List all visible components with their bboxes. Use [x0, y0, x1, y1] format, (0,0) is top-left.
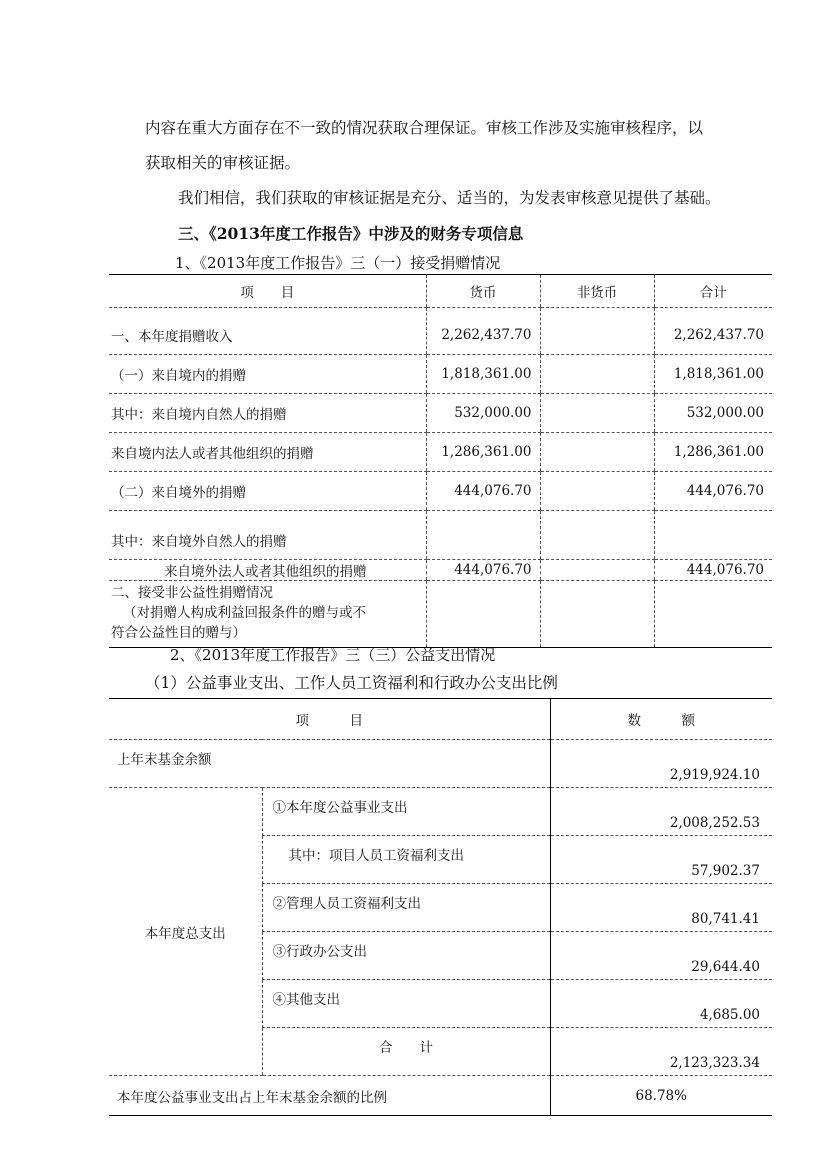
prev-balance-value: 2,919,924.10	[550, 740, 772, 788]
row-noncash	[540, 581, 654, 648]
table-row	[109, 1076, 772, 1116]
total-value: 2,123,323.34	[550, 1028, 772, 1076]
item-label: ④其他支出	[262, 980, 550, 1028]
row-total	[654, 581, 772, 648]
header-cash: 货币	[426, 275, 540, 308]
header-noncash: 非货币	[540, 275, 654, 308]
row-total: 1,818,361.00	[654, 355, 772, 394]
row-noncash	[540, 355, 654, 394]
header-item: 项 目	[109, 275, 426, 308]
table-row	[109, 394, 772, 433]
item-value: 80,741.41	[550, 884, 772, 932]
expenditure-table	[109, 698, 772, 1116]
item-label: ③行政办公支出	[262, 932, 550, 980]
row-cash: 1,818,361.00	[426, 355, 540, 394]
row-total: 2,262,437.70	[654, 308, 772, 355]
table-row	[109, 740, 772, 788]
table-row	[109, 355, 772, 394]
intro-line-2: 获取相关的审核证据。	[145, 154, 301, 172]
total-expenditure-group-label: 本年度总支出	[109, 788, 262, 1076]
row-cash	[426, 511, 540, 560]
table-row	[109, 308, 772, 355]
intro-line-3: 我们相信，我们获取的审核证据是充分、适当的，为发表审核意见提供了基础。	[178, 189, 721, 207]
item-label: 其中：项目人员工资福利支出	[262, 836, 550, 884]
row-cash: 532,000.00	[426, 394, 540, 433]
row-noncash	[540, 308, 654, 355]
header-amount: 数 额	[550, 699, 772, 740]
prev-balance-label: 上年末基金余额	[109, 740, 550, 788]
row-total: 444,076.70	[654, 560, 772, 581]
nonpublic-label-line-1: 二、接受非公益性捐赠情况	[111, 585, 273, 601]
donation-table	[109, 274, 772, 648]
row-noncash	[540, 472, 654, 511]
item-label: ②管理人员工资福利支出	[262, 884, 550, 932]
row-cash: 444,076.70	[426, 472, 540, 511]
nonpublic-label-line-3: 符合公益性目的赠与）	[111, 625, 246, 641]
header-item: 项 目	[109, 699, 550, 740]
item-label: ①本年度公益事业支出	[262, 788, 550, 836]
table-row	[109, 788, 772, 836]
item-value: 4,685.00	[550, 980, 772, 1028]
table-row	[109, 581, 772, 648]
item-value: 29,644.40	[550, 932, 772, 980]
row-total: 444,076.70	[654, 472, 772, 511]
row-total: 532,000.00	[654, 394, 772, 433]
row-label: （一）来自境内的捐赠	[109, 355, 426, 394]
row-cash	[426, 581, 540, 648]
row-label: 一、本年度捐赠收入	[109, 308, 426, 355]
item-value: 57,902.37	[550, 836, 772, 884]
row-noncash	[540, 433, 654, 472]
nonpublic-donation-label	[109, 581, 426, 648]
table-header-row	[109, 275, 772, 308]
table-row	[109, 433, 772, 472]
row-noncash	[540, 511, 654, 560]
table-row	[109, 560, 772, 581]
row-cash: 444,076.70	[426, 560, 540, 581]
row-noncash	[540, 394, 654, 433]
subsection-2-title: 2、《2013年度工作报告》三（三）公益支出情况	[170, 646, 496, 664]
ratio-value: 68.78%	[550, 1076, 772, 1116]
subsection-1-title: 1、《2013年度工作报告》三（一）接受捐赠情况	[175, 254, 501, 272]
header-total: 合计	[654, 275, 772, 308]
row-cash: 1,286,361.00	[426, 433, 540, 472]
row-label: 其中：来自境内自然人的捐赠	[109, 394, 426, 433]
row-label: 其中：来自境外自然人的捐赠	[109, 511, 426, 560]
row-total	[654, 511, 772, 560]
section-heading: 三、《2013年度工作报告》中涉及的财务专项信息	[178, 224, 524, 243]
row-label: 来自境内法人或者其他组织的捐赠	[109, 433, 426, 472]
row-cash: 2,262,437.70	[426, 308, 540, 355]
row-label: （二）来自境外的捐赠	[109, 472, 426, 511]
table-header-row	[109, 699, 772, 740]
row-label: 来自境外法人或者其他组织的捐赠	[109, 560, 426, 581]
total-label: 合 计	[262, 1028, 550, 1076]
subsection-2a-title: （1）公益事业支出、工作人员工资福利和行政办公支出比例	[145, 674, 558, 692]
ratio-label: 本年度公益事业支出占上年末基金余额的比例	[117, 1089, 387, 1106]
row-noncash	[540, 560, 654, 581]
table-row	[109, 511, 772, 560]
nonpublic-label-line-2: （对捐赠人构成利益回报条件的赠与或不	[123, 605, 366, 621]
row-total: 1,286,361.00	[654, 433, 772, 472]
table-row	[109, 472, 772, 511]
item-value: 2,008,252.53	[550, 788, 772, 836]
intro-line-1: 内容在重大方面存在不一致的情况获取合理保证。审核工作涉及实施审核程序，以	[145, 119, 704, 137]
